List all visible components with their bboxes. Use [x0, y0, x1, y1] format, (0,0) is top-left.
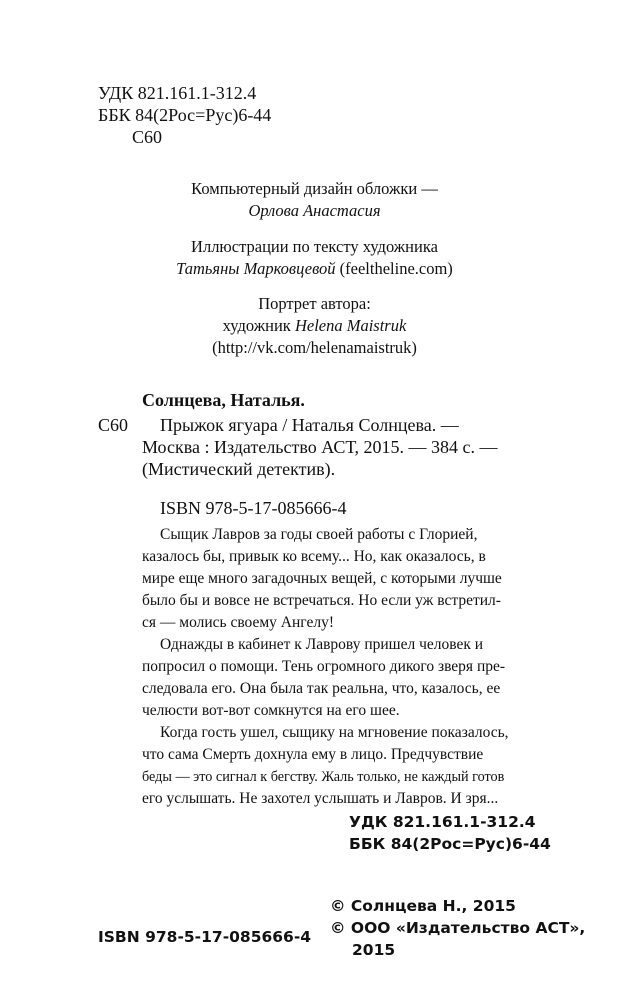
illustrations-label: Иллюстрации по тексту художника [191, 237, 438, 256]
cover-design-artist: Орлова Анастасия [248, 201, 381, 220]
copyright-author: © Солнцева Н., 2015 [330, 897, 516, 915]
copyright-publisher: © ООО «Издательство АСТ», [330, 919, 586, 937]
annotation-paragraph-3 [142, 722, 528, 810]
annotation-paragraph-2 [142, 634, 528, 722]
udk-code-bottom: УДК 821.161.1-312.4 [349, 813, 536, 831]
catalog-isbn: ISBN 978-5-17-085666-4 [160, 498, 347, 518]
isbn-bottom: ISBN 978-5-17-085666-4 [98, 928, 312, 946]
portrait-link: (http://vk.com/helenamaistruk) [212, 338, 417, 357]
annotation-line: следовала его. Она была так реальна, что, казалось, ее [142, 680, 501, 697]
illustrations-credit [0, 258, 629, 280]
annotation-paragraph-1 [142, 524, 528, 634]
udk-code-top: УДК 821.161.1-312.4 [98, 83, 257, 103]
portrait-label: Портрет автора: [258, 294, 371, 313]
annotation-line: Однажды в кабинет к Лаврову пришел человек и [160, 636, 484, 653]
annotation-line: Сыщик Лавров за годы своей работы с Глорией, [160, 526, 478, 543]
annotation-line: казалось бы, привык ко всему... Но, как оказалось, в [142, 548, 486, 565]
annotation-line: мире еще много загадочных вещей, с которыми лучше [142, 570, 502, 587]
catalog-author-sign: С60 [98, 415, 129, 435]
author-sign-top: С60 [132, 127, 163, 147]
annotation-line: что сама Смерть дохнула ему в лицо. Предчувствие [142, 746, 484, 763]
catalog-title-line: Прыжок ягуара / Наталья Солнцева. — [160, 415, 459, 435]
annotation-line: его услышать. Не захотел услышать и Лавров. И зря... [142, 790, 499, 807]
bbk-code-top: ББК 84(2Рос=Рус)6-44 [98, 105, 272, 125]
illustrations-artist: Татьяны Марковцевой [176, 259, 336, 278]
catalog-publisher-line: Москва : Издательство АСТ, 2015. — 384 с. — [142, 437, 498, 457]
annotation-line: попросил о помощи. Тень огромного дикого зверя пре- [142, 658, 506, 675]
annotation-line: челюсти вот-вот сомкнутся на его шее. [142, 702, 400, 719]
annotation-line: ся — молись своему Ангелу! [142, 614, 334, 631]
catalog-author-heading: Солнцева, Наталья. [142, 390, 305, 410]
copyright-publisher-year: 2015 [352, 941, 396, 959]
annotation-line: было бы и вовсе не встречаться. Но если уж встретил- [142, 592, 501, 609]
portrait-prefix: художник [222, 316, 291, 335]
illustrations-site: (feeltheline.com) [339, 259, 453, 278]
annotation-line: Когда гость ушел, сыщику на мгновение показалось, [160, 724, 509, 741]
catalog-series-line: (Мистический детектив). [142, 459, 336, 479]
annotation-line: беды — это сигнал к бегству. Жаль только, не каждый готов [142, 769, 505, 785]
portrait-artist: Helena Maistruk [294, 316, 407, 335]
cover-design-label: Компьютерный дизайн обложки — [191, 179, 438, 198]
bbk-code-bottom: ББК 84(2Рос=Рус)6-44 [349, 835, 551, 853]
portrait-credit [0, 315, 629, 337]
